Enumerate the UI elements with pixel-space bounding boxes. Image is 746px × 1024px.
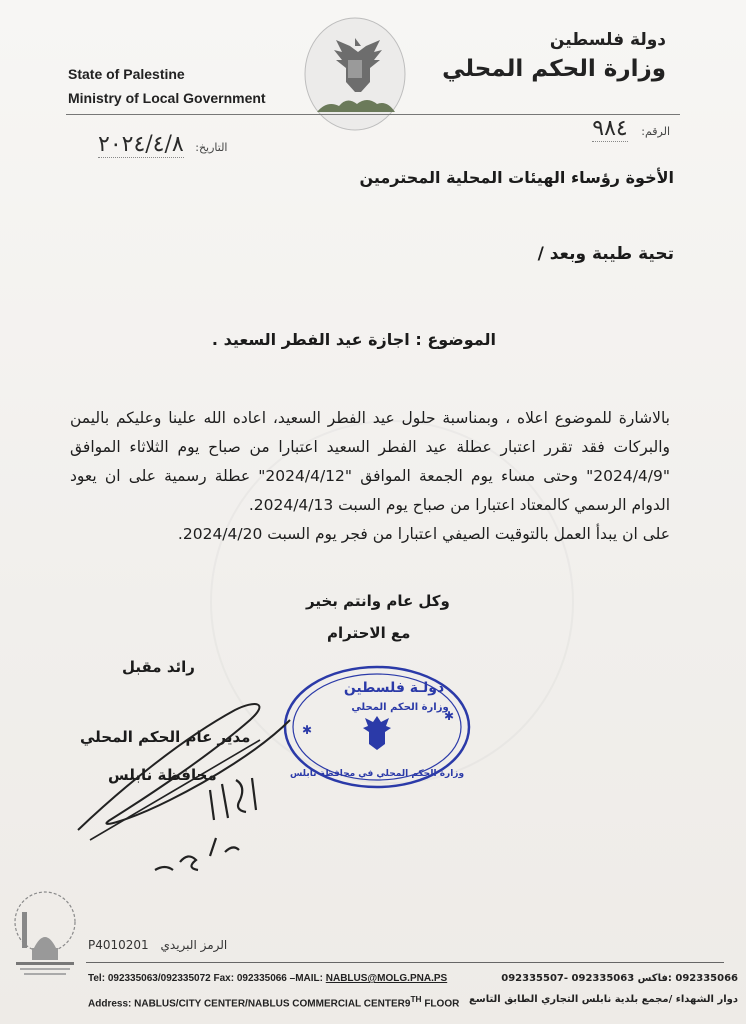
addressee: الأخوة رؤساء الهيئات المحلية المحترمين <box>359 168 674 187</box>
greeting: تحية طيبة وبعد / <box>537 244 674 264</box>
signatory-name: رائد مقبل <box>122 658 195 676</box>
footer-divider <box>86 962 724 963</box>
handwritten-signature <box>60 680 340 900</box>
letter-date <box>98 132 228 158</box>
english-letterhead <box>68 62 266 110</box>
footer-address-floor: FLOOR <box>421 998 460 1010</box>
footer-address-ar: دوار الشهداء /مجمع بلدية نابلس التجاري الطابق التاسع <box>469 994 738 1005</box>
arabic-letterhead <box>442 30 666 82</box>
stamp-ministry-text: وزارة الحكم المحلي <box>351 702 449 713</box>
body-paragraph: على ان يبدأ العمل بالتوقيت الصيفي اعتبارا من فجر يوم السبت 2024/4/20. <box>177 525 670 543</box>
postal-code-value: P4010201 <box>88 938 149 952</box>
footer-contact-ar: 092335066 :فاكس 092335063 -092335507 <box>501 973 738 984</box>
footer-address-text: Address: NABLUS/CITY CENTER/NABLUS COMMERCIAL CENTER9 <box>88 998 411 1010</box>
signatory-title: مدير عام الحكم المحلي <box>80 728 251 746</box>
footer-contact-en <box>88 973 447 984</box>
reference-number-label: الرقم: <box>641 125 670 138</box>
letter-body <box>70 404 670 549</box>
letter-date-label: التاريخ: <box>195 141 228 154</box>
letterhead-state-ar: دولة فلسطين <box>549 30 666 50</box>
letterhead-ministry-en: Ministry of Local Government <box>68 90 266 106</box>
reference-number <box>592 116 670 142</box>
subject-line: الموضوع : اجازة عيد الفطر السعيد . <box>211 330 496 349</box>
stamp-state-text: دولـة فلسطين <box>343 680 445 696</box>
header-divider <box>66 114 680 115</box>
footer-email-link[interactable]: NABLUS@MOLG.PNA.PS <box>325 973 448 984</box>
footer-address-ordinal: TH <box>410 994 422 1004</box>
letterhead-ministry-ar: وزارة الحكم المحلي <box>442 56 666 82</box>
signatory-governorate: محافظة نابلس <box>108 766 217 784</box>
stamp-governorate-text: وزارة الحكم المحلي في محافظة نابلس <box>289 769 465 779</box>
reference-number-value: ٩٨٤ <box>592 116 628 141</box>
postal-code <box>88 938 227 952</box>
postal-code-label: الرمز البريدي <box>160 938 228 952</box>
stamp-eagle-icon <box>363 716 391 750</box>
stamp-star-right-icon: ✱ <box>444 709 455 723</box>
closing-wishes: وكل عام وانتم بخير <box>306 592 450 610</box>
body-paragraph: بالاشارة للموضوع اعلاه ، وبمناسبة حلول عيد الفطر السعيد، اعاده الله علينا وعليكم باليمن والبركات فقد تقرر اعتبار عطلة عيد الفطر السعيد اعتبارا من صباح يوم الثلاثاء الموافق "2024/4/9" وحتى مساء يوم الجمعة الموافق "2024/4/12" عطلة رسمية على ان يعود الدوام الرسمي كالمعتاد اعتبارا من صباح يوم السبت 2024/4/13. <box>70 409 671 514</box>
footer-address-en <box>88 994 459 1009</box>
closing-regards: مع الاحترام <box>327 624 411 642</box>
letterhead-state-en: State of Palestine <box>68 66 185 82</box>
letter-date-value: ٢٠٢٤/٤/٨ <box>98 132 184 157</box>
nablus-municipality-logo-icon <box>12 882 78 990</box>
footer-phone-fax: Tel: 092335063/092335072 Fax: 092335066 –MAIL: <box>88 973 326 984</box>
stamp-star-left-icon: ✱ <box>302 723 313 737</box>
